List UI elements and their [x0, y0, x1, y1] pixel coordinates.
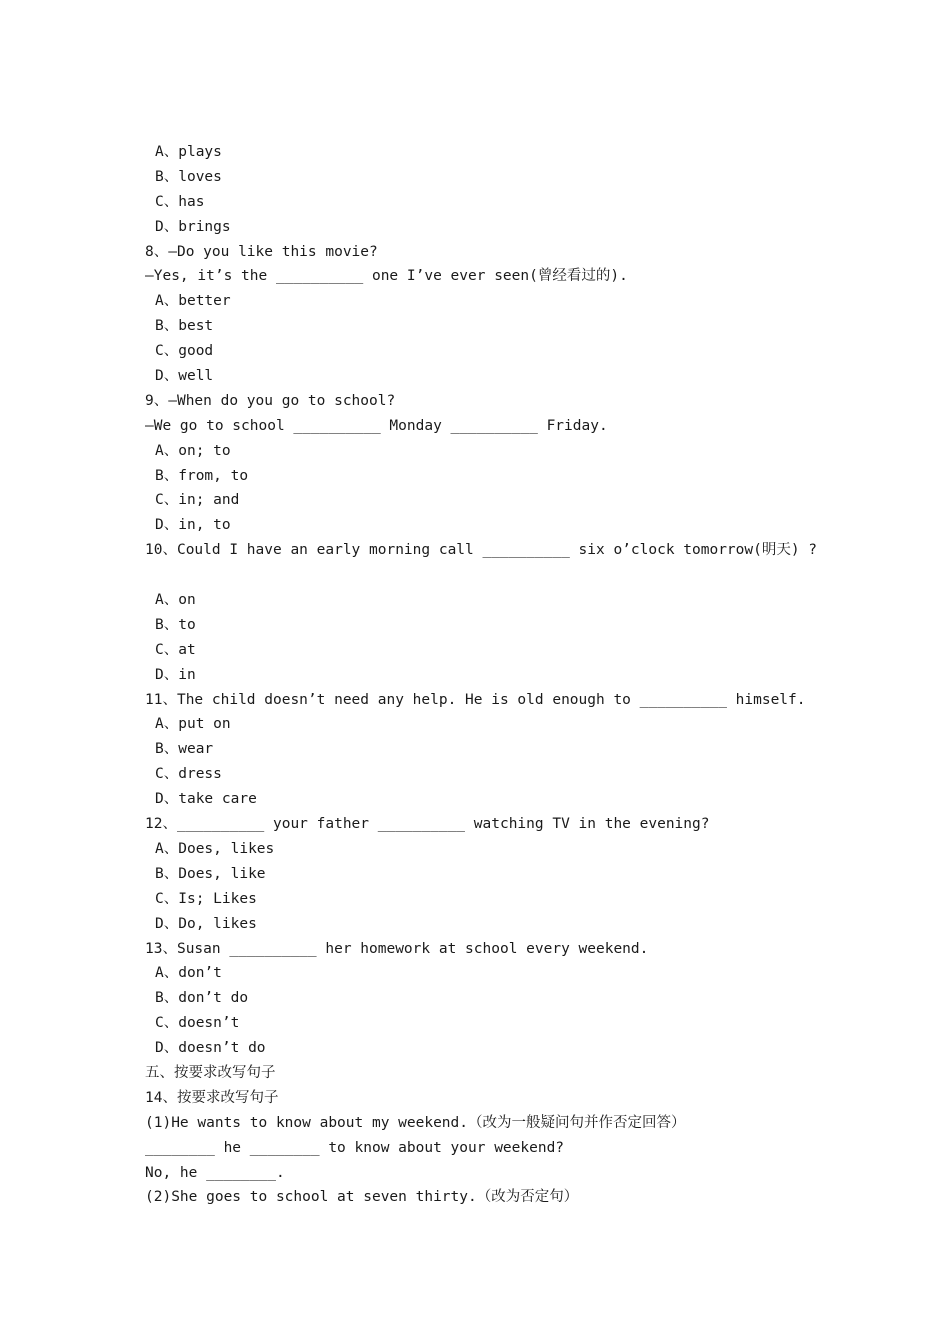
- question-9-stem-2: —We go to school __________ Monday __________ Friday.: [145, 417, 608, 434]
- option-12a: A、Does, likes: [155, 840, 275, 857]
- option-8b: B、best: [155, 318, 214, 335]
- worksheet-page: [0, 140, 950, 1210]
- option-7d: D、brings: [155, 218, 231, 235]
- question-14-stem: 14、按要求改写句子: [145, 1089, 279, 1106]
- option-9c: C、in; and: [155, 492, 240, 509]
- option-8a: A、better: [155, 293, 231, 310]
- option-9b: B、from, to: [155, 467, 249, 484]
- option-9d: D、in, to: [155, 517, 231, 534]
- question-14-part-2: (2)She goes to school at seven thirty.（改为否定句）: [145, 1189, 579, 1206]
- option-8c: C、good: [155, 343, 214, 360]
- option-9a: A、on; to: [155, 442, 231, 459]
- option-7a: A、plays: [155, 144, 222, 160]
- option-10a: A、on: [155, 592, 196, 609]
- option-13c: C、doesn’t: [155, 1015, 240, 1032]
- option-11b: B、wear: [155, 741, 214, 758]
- option-12d: D、Do, likes: [155, 915, 257, 932]
- option-12c: C、Is; Likes: [155, 890, 257, 907]
- option-11a: A、put on: [155, 716, 231, 733]
- option-13b: B、don’t do: [155, 990, 249, 1007]
- question-8-stem-2: —Yes, it’s the __________ one I’ve ever seen(曾经看过的).: [145, 268, 628, 285]
- question-14-part-1: (1)He wants to know about my weekend.（改为一般疑问句并作否定回答）: [145, 1114, 686, 1131]
- option-10d: D、in: [155, 666, 196, 683]
- option-13d: D、doesn’t do: [155, 1040, 266, 1057]
- option-10b: B、to: [155, 616, 196, 633]
- question-8-stem: 8、—Do you like this movie?: [145, 243, 378, 260]
- question-12-stem: 12、__________ your father __________ watching TV in the evening?: [145, 816, 710, 833]
- spacer: [0, 563, 950, 588]
- question-14-part-1-answer: No, he ________.: [145, 1164, 285, 1181]
- question-11-stem: 11、The child doesn’t need any help. He is old enough to __________ himself.: [145, 691, 806, 708]
- section-5-title: 五、按要求改写句子: [145, 1064, 276, 1081]
- option-11c: C、dress: [155, 766, 222, 783]
- option-12b: B、Does, like: [155, 865, 266, 882]
- option-13a: A、don’t: [155, 965, 222, 982]
- question-14-part-1-question: ________ he ________ to know about your weekend?: [145, 1139, 565, 1156]
- option-7c: C、has: [155, 193, 205, 210]
- question-9-stem: 9、—When do you go to school?: [145, 392, 396, 409]
- option-11d: D、take care: [155, 791, 257, 808]
- question-13-stem: 13、Susan __________ her homework at school every weekend.: [145, 940, 649, 957]
- option-8d: D、well: [155, 368, 214, 385]
- option-7b: B、loves: [155, 168, 222, 185]
- option-10c: C、at: [155, 641, 196, 658]
- question-10-stem: 10、Could I have an early morning call __________ six o’clock tomorrow(明天) ?: [145, 542, 818, 559]
